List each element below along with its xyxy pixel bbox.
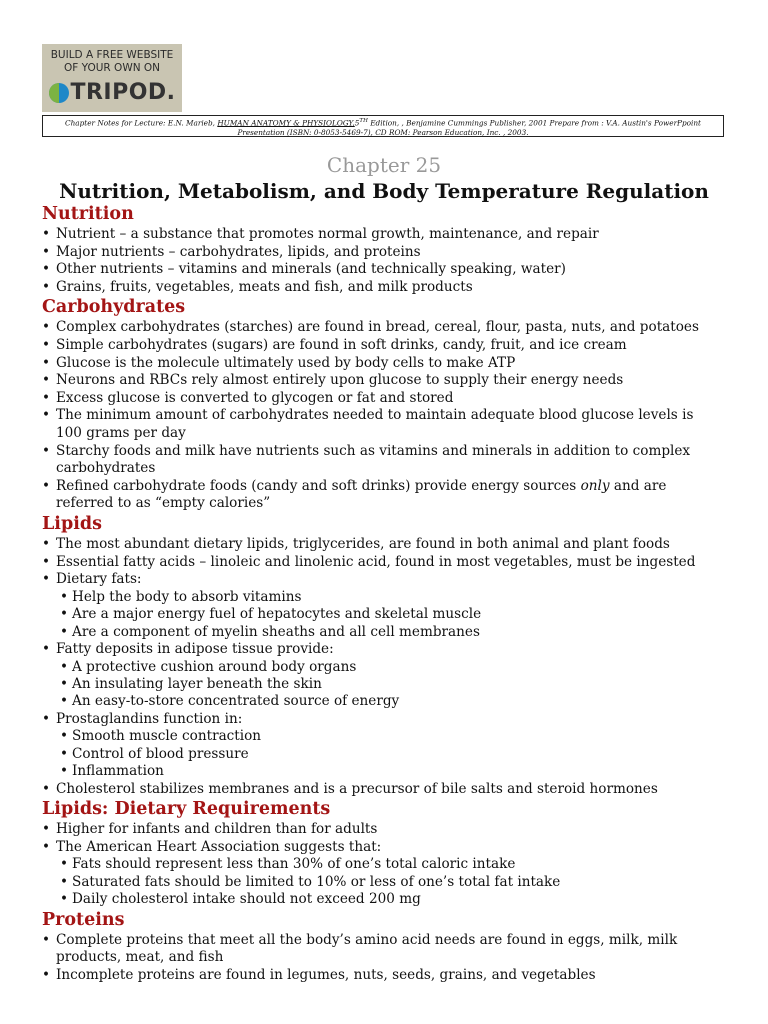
sub-list-item: • Are a major energy fuel of hepatocytes and skeletal muscle — [60, 606, 482, 623]
list-item: • Nutrient – a substance that promotes normal growth, maintenance, and repair — [42, 226, 599, 242]
sub-list-item: • Help the body to absorb vitamins — [60, 588, 302, 605]
page-title: Nutrition, Metabolism, and Body Temperature Regulation — [59, 179, 709, 203]
tripod-brand: TRIPOD. — [70, 80, 176, 105]
sub-list-item: • Fats should represent less than 30% of one’s total caloric intake — [60, 856, 516, 873]
citation-line-2: Presentation (ISBN: 0-8053-5469-7), CD ROM: Pearson Education, Inc. , 2003. — [237, 127, 529, 137]
sub-list-item: • Control of blood pressure — [60, 745, 249, 762]
list-item-continuation: 100 grams per day — [56, 424, 186, 441]
list-item: • Major nutrients – carbohydrates, lipids, and proteins — [42, 243, 421, 260]
list-item: • Refined carbohydrate foods (candy and soft drinks) provide energy sources only and are — [42, 477, 667, 494]
section-heading-nutrition: Nutrition — [42, 204, 134, 224]
list-item: • Complete proteins that meet all the body’s amino acid needs are found in eggs, milk, milk — [42, 931, 678, 948]
list-item: • Excess glucose is converted to glycogen or fat and stored — [42, 389, 454, 406]
sub-list-item: • Saturated fats should be limited to 10% or less of one’s total fat intake — [60, 873, 561, 890]
list-item: • The most abundant dietary lipids, triglycerides, are found in both animal and plant foods — [42, 535, 670, 552]
list-item-continuation: products, meat, and fish — [56, 949, 224, 966]
section-heading-proteins: Proteins — [42, 909, 125, 930]
sub-list-item: • Are a component of myelin sheaths and all cell membranes — [60, 623, 480, 640]
list-item-continuation: referred to as “empty calories” — [56, 495, 271, 512]
list-item: • Neurons and RBCs rely almost entirely upon glucose to supply their energy needs — [42, 372, 624, 389]
section-heading-lipids-requirements: Lipids: Dietary Requirements — [42, 799, 331, 820]
citation-edition-sup: TH — [359, 118, 368, 124]
list-item: • Starchy foods and milk have nutrients such as vitamins and minerals in addition to complex — [42, 442, 691, 459]
ad-line-2: OF YOUR OWN ON — [63, 62, 161, 74]
sub-list-item: • Inflammation — [60, 763, 164, 780]
sub-list-item: • An easy-to-store concentrated source of energy — [60, 693, 400, 710]
list-item: • Grains, fruits, vegetables, meats and fish, and milk products — [42, 278, 473, 295]
citation-part-2: Edition, , Benjamine Cummings Publisher, 2001 Prepare from : V.A. Austin's PowerPpoint — [367, 118, 701, 128]
chapter-label: Chapter 25 — [326, 153, 442, 177]
list-item: • Simple carbohydrates (sugars) are found in soft drinks, candy, fruit, and ice cream — [42, 336, 627, 353]
section-heading-carbohydrates: Carbohydrates — [42, 297, 186, 318]
citation-book: HUMAN ANATOMY & PHYSIOLOGY, — [217, 118, 355, 128]
list-item: • Fatty deposits in adipose tissue provide: — [42, 640, 334, 657]
list-item-continuation: carbohydrates — [56, 460, 156, 477]
tripod-ad-banner[interactable] — [42, 44, 182, 112]
list-item: • The minimum amount of carbohydrates needed to maintain adequate blood glucose levels is — [42, 407, 694, 424]
sub-list-item: • An insulating layer beneath the skin — [60, 675, 322, 692]
list-item: • Glucose is the molecule ultimately used by body cells to make ATP — [42, 354, 516, 371]
citation-edition-num: 5 — [354, 118, 360, 128]
list-item: • Incomplete proteins are found in legumes, nuts, seeds, grains, and vegetables — [42, 966, 596, 983]
list-item: • Dietary fats: — [42, 571, 142, 588]
list-item: • Higher for infants and children than for adults — [42, 821, 378, 838]
sub-list-item: • Daily cholesterol intake should not exceed 200 mg — [60, 891, 421, 908]
list-item: • Prostaglandins function in: — [42, 710, 243, 727]
citation-line-1 — [43, 117, 723, 128]
citation-box — [42, 115, 724, 137]
list-item: • Cholesterol stabilizes membranes and is a precursor of bile salts and steroid hormones — [42, 780, 658, 797]
sub-list-item: • A protective cushion around body organs — [60, 658, 357, 675]
ad-line-1: BUILD A FREE WEBSITE — [50, 49, 174, 61]
document-body — [42, 203, 732, 984]
list-item: • Complex carbohydrates (starches) are found in bread, cereal, flour, pasta, nuts, and potatoes — [42, 319, 699, 336]
tripod-logo — [42, 82, 182, 104]
sub-list-item: • Smooth muscle contraction — [60, 728, 262, 745]
emphasis-only: only — [580, 477, 610, 494]
list-item: • Other nutrients – vitamins and minerals (and technically speaking, water) — [42, 261, 566, 278]
list-item: • The American Heart Association suggests that: — [42, 838, 382, 855]
section-heading-lipids: Lipids — [42, 513, 102, 534]
citation-part-1: Chapter Notes for Lecture: E.N. Marieb, — [65, 118, 218, 128]
tripod-dot-icon — [48, 82, 70, 104]
list-item: • Essential fatty acids – linoleic and linolenic acid, found in most vegetables, must be ingested — [42, 553, 696, 570]
